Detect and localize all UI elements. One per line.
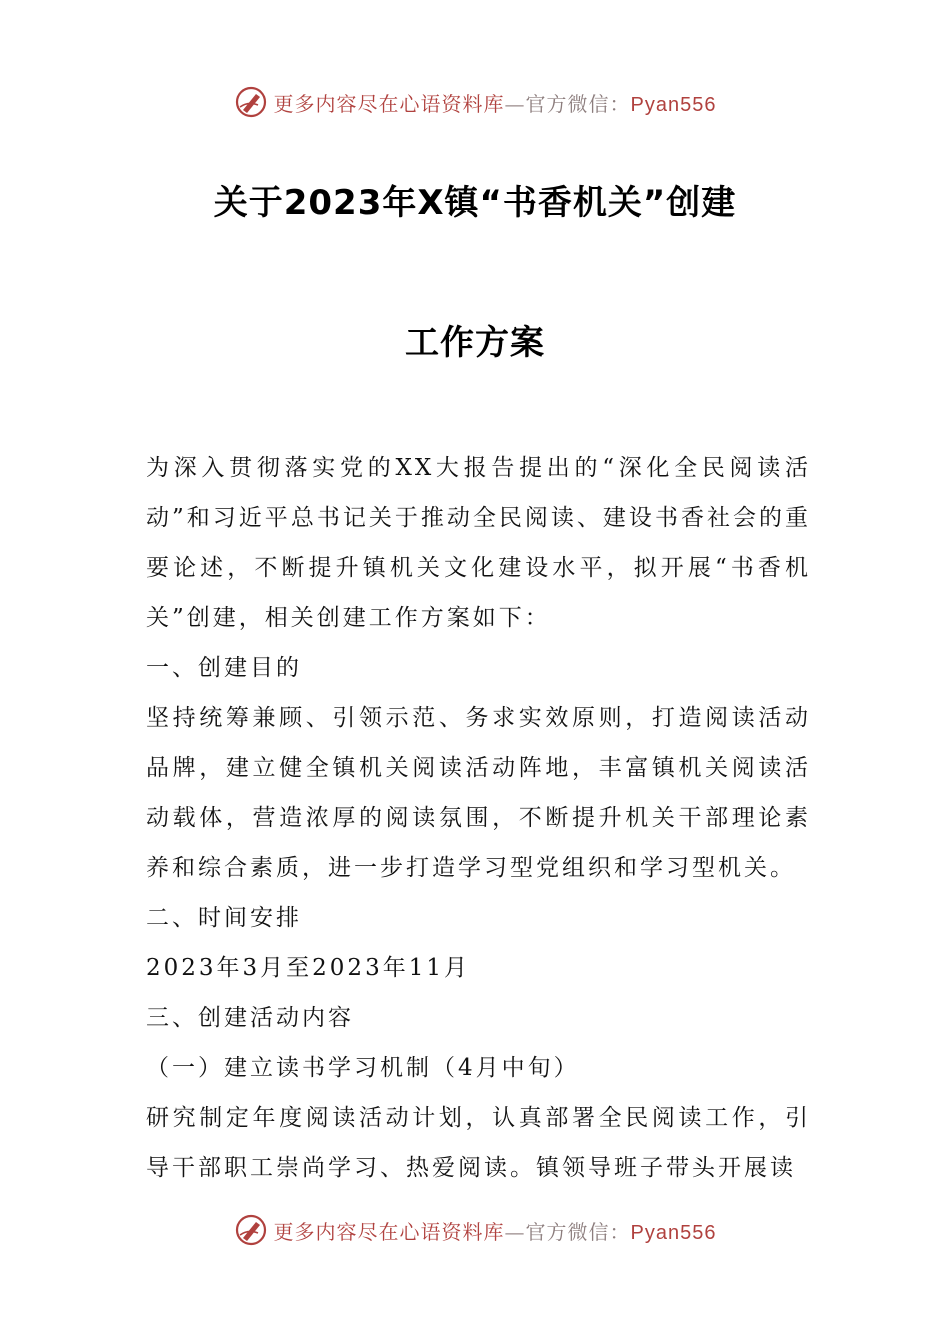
watermark-footer (0, 1210, 950, 1250)
watermark-label: 官方微信： (525, 91, 631, 116)
watermark-separator: — (504, 1219, 526, 1244)
watermark-text (274, 1216, 717, 1245)
watermark-header (0, 82, 950, 122)
document-title-line2: 工作方案 (405, 323, 545, 363)
paragraph-intro: 为深入贯彻落实党的XX大报告提出的“深化全民阅读活动”和习近平总书记关于推动全民阅读、建设书香社会的重要论述，不断提升镇机关文化建设水平，拟开展“书香机关”创建，相关创建工作方案如下： (146, 455, 811, 631)
watermark-id: Pyan556 (630, 93, 717, 116)
watermark-label: 官方微信： (525, 1219, 631, 1244)
pen-circle-logo-icon (234, 1213, 268, 1247)
watermark-main: 更多内容尽在心语资料库 (273, 91, 505, 116)
paragraph-purpose: 坚持统筹兼顾、引领示范、务求实效原则，打造阅读活动品牌，建立健全镇机关阅读活动阵地，丰富镇机关阅读活动载体，营造浓厚的阅读氛围，不断提升机关干部理论素养和综合素质，进一步打造学习型党组织和学习型机关。 (146, 705, 811, 881)
heading-content: 三、创建活动内容 (146, 1005, 354, 1031)
pen-circle-logo-icon (234, 85, 268, 119)
watermark-text (274, 88, 717, 117)
document-body (146, 443, 811, 1193)
paragraph-schedule: 2023年3月至2023年11月 (146, 955, 470, 981)
document-title-line1: 关于2023年X镇“书香机关”创建 (213, 183, 737, 223)
subheading-mechanism: （一）建立读书学习机制（4月中旬） (146, 1055, 580, 1081)
watermark-id: Pyan556 (630, 1221, 717, 1244)
heading-schedule: 二、时间安排 (146, 905, 302, 931)
heading-purpose: 一、创建目的 (146, 655, 302, 681)
watermark-separator: — (504, 91, 526, 116)
paragraph-mechanism: 研究制定年度阅读活动计划，认真部署全民阅读工作，引导干部职工崇尚学习、热爱阅读。镇领导班子带头开展读 (146, 1105, 811, 1181)
watermark-main: 更多内容尽在心语资料库 (273, 1219, 505, 1244)
